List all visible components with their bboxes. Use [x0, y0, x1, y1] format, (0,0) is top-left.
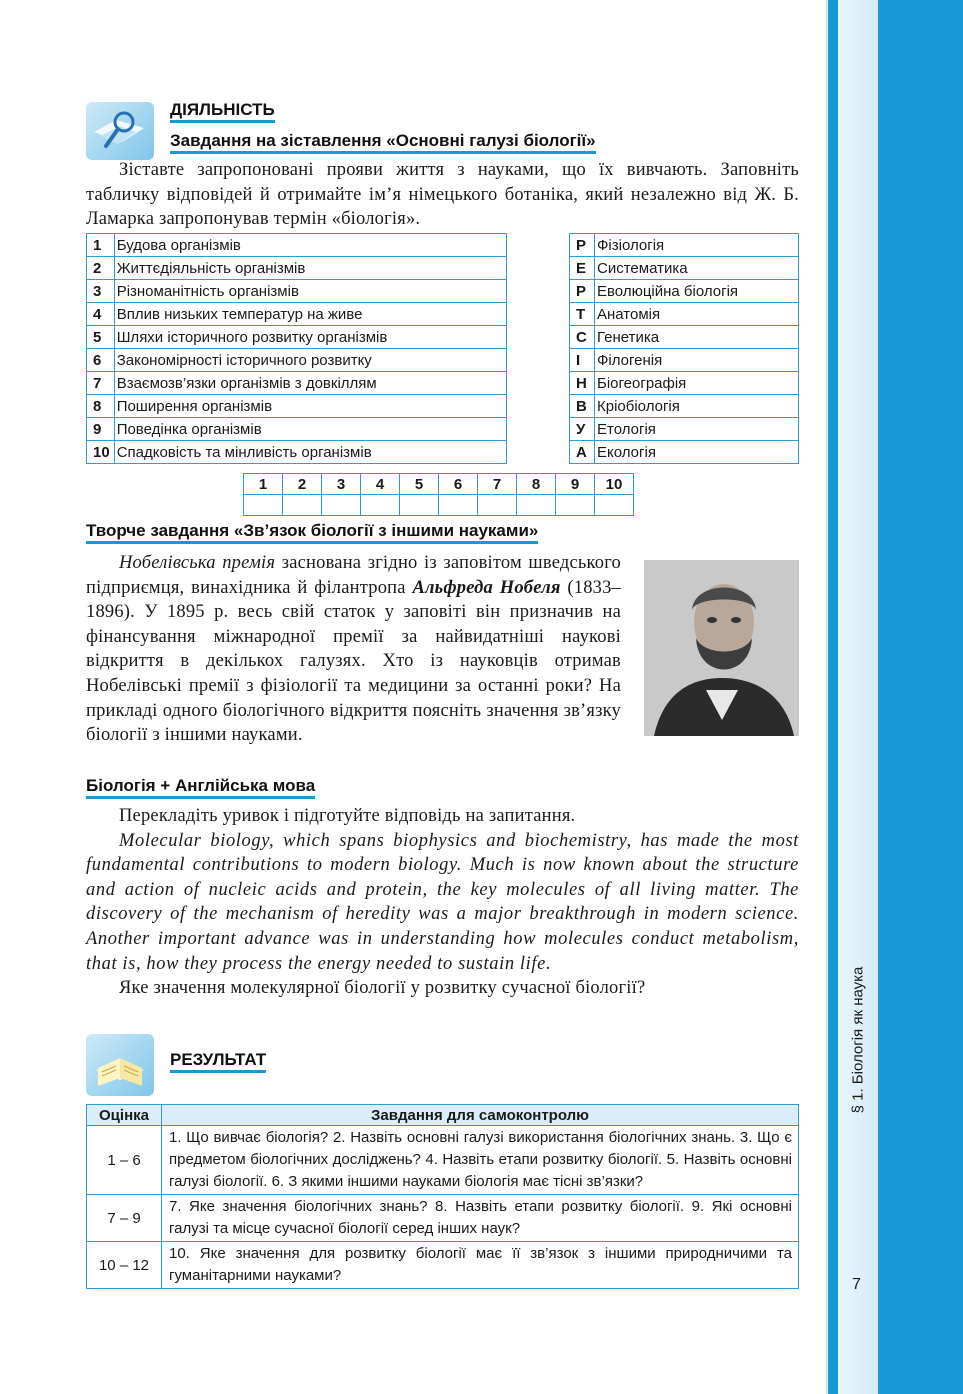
science-text: Філогенія: [595, 349, 799, 372]
science-row: [570, 441, 799, 464]
nobel-portrait: [644, 560, 799, 736]
answer-number-cell: 10: [595, 474, 634, 495]
answer-number-cell: 6: [439, 474, 478, 495]
answer-number-cell: 8: [517, 474, 556, 495]
science-row: [570, 303, 799, 326]
answer-number-cell: 4: [361, 474, 400, 495]
result-heading-text: РЕЗУЛЬТАТ: [170, 1050, 266, 1073]
science-text: Анатомія: [595, 303, 799, 326]
nobel-name: Альфреда Нобеля: [412, 577, 561, 598]
science-letter: І: [570, 349, 595, 372]
phenomenon-text: Поведінка організмів: [114, 418, 506, 441]
phenomenon-row: [87, 257, 507, 280]
phenomenon-text: Поширення організмів: [114, 395, 506, 418]
tasks-cell: 10. Яке значення для розвитку біології має її зв’язок з іншими природничими та гуманітарними науками?: [162, 1242, 799, 1289]
science-letter: В: [570, 395, 595, 418]
phenomenon-number: 3: [87, 280, 115, 303]
result-heading: [170, 1050, 266, 1070]
english-title: [86, 776, 315, 796]
nobel-prize-term: Нобелівська премія: [119, 553, 276, 573]
self-check-row: [87, 1195, 799, 1242]
phenomenon-row: [87, 372, 507, 395]
answer-input-cell[interactable]: [283, 495, 322, 516]
science-letter: Т: [570, 303, 595, 326]
phenomenon-row: [87, 234, 507, 257]
phenomenon-text: Різноманітність організмів: [114, 280, 506, 303]
science-letter: Е: [570, 257, 595, 280]
phenomenon-number: 2: [87, 257, 115, 280]
english-question: Яке значення молекулярної біології у розвитку сучасної біології?: [119, 978, 646, 999]
science-row: [570, 418, 799, 441]
phenomenon-text: Взаємозв’язки організмів з довкіллям: [114, 372, 506, 395]
phenomenon-text: Спадковість та мінливість організмів: [114, 441, 506, 464]
phenomenon-number: 7: [87, 372, 115, 395]
activity-intro: [86, 158, 799, 232]
phenomenon-text: Життєдіяльність організмів: [114, 257, 506, 280]
page-number: 7: [852, 1276, 861, 1293]
science-text: Біогеографія: [595, 372, 799, 395]
answer-input-cell[interactable]: [361, 495, 400, 516]
tasks-cell: 7. Яке значення біологічних знань? 8. Назвіть етапи розвитку біології. 9. Які основні галузі та місце сучасної біології серед інших наук?: [162, 1195, 799, 1242]
phenomenon-number: 8: [87, 395, 115, 418]
answer-input-cell[interactable]: [322, 495, 361, 516]
task-title: [170, 131, 596, 151]
science-text: Генетика: [595, 326, 799, 349]
phenomenon-row: [87, 349, 507, 372]
answer-input-cell[interactable]: [556, 495, 595, 516]
task-title-text: Завдання на зіставлення «Основні галузі біології»: [170, 131, 596, 154]
phenomenon-number: 9: [87, 418, 115, 441]
science-text: Фізіологія: [595, 234, 799, 257]
map-magnifier-icon: [86, 102, 154, 160]
answer-table: [243, 473, 634, 516]
science-row: [570, 372, 799, 395]
phenomenon-text: Закономірності історичного розвитку: [114, 349, 506, 372]
english-section: [86, 804, 799, 1001]
phenomenon-text: Вплив низьких температур на живе: [114, 303, 506, 326]
grade-cell: 10 – 12: [87, 1242, 162, 1289]
tasks-header: Завдання для самоконтролю: [162, 1105, 799, 1126]
answer-input-cell[interactable]: [478, 495, 517, 516]
creative-text-1: заснована згідно із заповітом шведського підприємця, винахідника й філантропа: [86, 553, 622, 598]
answer-input-cell[interactable]: [400, 495, 439, 516]
creative-title-text: Творче завдання «Зв’язок біології з іншими науками»: [86, 521, 538, 544]
sciences-table: [569, 233, 799, 464]
activity-heading: [170, 100, 275, 120]
answer-input-cell[interactable]: [517, 495, 556, 516]
margin-band-light: [838, 0, 878, 1394]
science-letter: Н: [570, 372, 595, 395]
phenomenon-row: [87, 326, 507, 349]
science-row: [570, 234, 799, 257]
science-row: [570, 395, 799, 418]
science-row: [570, 349, 799, 372]
phenomenon-row: [87, 418, 507, 441]
english-passage: Molecular biology, which spans biophysics and biochemistry, has made the most fundamental contributions to modern biology. Much is now known about the structure and action of nucleic acids and protein, the key molecules of all living matter. The discovery of the mechanism of heredity was a major breakthrough in modern science. Another important advance was in understanding how molecules conduct metabolism, that is, how they process the energy needed to sustain life.: [86, 830, 799, 974]
answer-number-cell: 1: [244, 474, 283, 495]
science-text: Систематика: [595, 257, 799, 280]
answer-number-cell: 7: [478, 474, 517, 495]
phenomenon-number: 10: [87, 441, 115, 464]
answer-input-cell[interactable]: [244, 495, 283, 516]
english-title-text: Біологія + Англійська мова: [86, 776, 315, 799]
phenomenon-number: 4: [87, 303, 115, 326]
science-letter: У: [570, 418, 595, 441]
answer-number-cell: 2: [283, 474, 322, 495]
phenomenon-number: 6: [87, 349, 115, 372]
creative-title: [86, 521, 538, 541]
phenomenon-number: 5: [87, 326, 115, 349]
science-text: Етологія: [595, 418, 799, 441]
grade-header: Оцінка: [87, 1105, 162, 1126]
section-label: § 1. Біологія як наука: [849, 966, 867, 1114]
science-letter: Р: [570, 280, 595, 303]
phenomenon-row: [87, 395, 507, 418]
phenomenon-row: [87, 441, 507, 464]
phenomenon-row: [87, 303, 507, 326]
answer-input-cell[interactable]: [439, 495, 478, 516]
open-book-icon: [86, 1034, 154, 1096]
science-row: [570, 257, 799, 280]
science-text: Екологія: [595, 441, 799, 464]
activity-intro-text: Зіставте запропоновані прояви життя з науками, що їх вивчають. Заповніть табличку відповідей й отримайте ім’я німецького ботаніка, який незалежно від Ж. Б. Ламарка запропонував термін «біологія».: [86, 160, 799, 230]
science-row: [570, 326, 799, 349]
tasks-cell: 1. Що вивчає біологія? 2. Назвіть основні галузі використання біологічних знань. 3. Що є предметом біологічних досліджень? 4. Назвіть етапи розвитку біології. 5. Назвіть основні галузі біології. 6. З якими іншими науками біологія має тісні зв’язки?: [162, 1126, 799, 1195]
english-instruction: Перекладіть уривок і підготуйте відповідь на запитання.: [119, 806, 576, 826]
margin-band-blue: [878, 0, 963, 1394]
science-letter: Р: [570, 234, 595, 257]
science-text: Еволюційна біологія: [595, 280, 799, 303]
self-check-row: [87, 1242, 799, 1289]
science-row: [570, 280, 799, 303]
phenomena-table: [86, 233, 507, 464]
self-check-row: [87, 1126, 799, 1195]
science-text: Кріобіологія: [595, 395, 799, 418]
phenomenon-number: 1: [87, 234, 115, 257]
science-letter: С: [570, 326, 595, 349]
creative-paragraph: [86, 551, 621, 748]
grade-cell: 7 – 9: [87, 1195, 162, 1242]
activity-heading-text: ДІЯЛЬНІСТЬ: [170, 100, 275, 123]
answer-input-cell[interactable]: [595, 495, 634, 516]
self-check-table: [86, 1104, 799, 1289]
margin-band-strip: [828, 0, 838, 1394]
answer-number-cell: 9: [556, 474, 595, 495]
answer-number-cell: 3: [322, 474, 361, 495]
grade-cell: 1 – 6: [87, 1126, 162, 1195]
answer-number-cell: 5: [400, 474, 439, 495]
phenomenon-row: [87, 280, 507, 303]
science-letter: А: [570, 441, 595, 464]
creative-text-2: (1833–1896). У 1895 р. весь свій статок у заповіті він призначив на фінансування міжнародної премії за найвидатніші наукові відкриття в декількох галузях. Хто із науковців отримав Нобелівські премії з фізіології та медицини за останні роки? На прикладі одного біологічного відкриття поясніть значення зв’язку біології з іншими науками.: [86, 577, 622, 746]
phenomenon-text: Шляхи історичного розвитку організмів: [114, 326, 506, 349]
phenomenon-text: Будова організмів: [114, 234, 506, 257]
